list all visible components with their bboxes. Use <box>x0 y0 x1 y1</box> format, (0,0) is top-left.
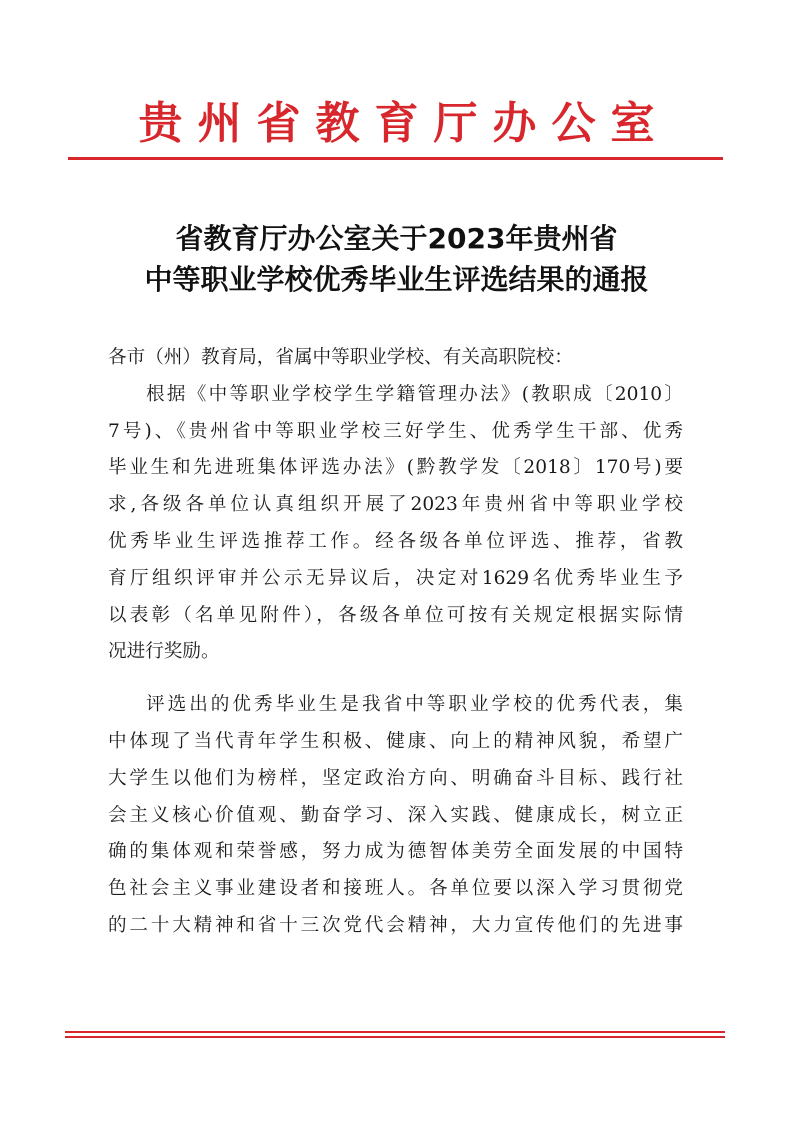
paragraph-2-line: 会主义核心价值观、勤奋学习、深入实践、健康成长，树立正 <box>108 804 683 826</box>
paragraph-1-line: 以表彰（名单见附件），各级各单位可按有关规定根据实际情 <box>108 604 683 626</box>
document-title-line-2: 中等职业学校优秀毕业生评选结果的通报 <box>144 263 649 296</box>
footer-red-rule-top <box>65 1031 725 1033</box>
header-red-rule <box>68 157 723 160</box>
paragraph-2 <box>108 687 683 945</box>
paragraph-1-line: 况进行奖励。 <box>108 641 220 663</box>
issuing-office-header: 贵州省教育厅办公室 <box>138 98 670 149</box>
document-title <box>60 218 733 300</box>
paragraph-2-line: 的二十大精神和省十三次党代会精神，大力宣传他们的先进事 <box>108 914 683 936</box>
paragraph-2-line: 大学生以他们为榜样，坚定政治方向、明确奋斗目标、践行社 <box>108 767 683 789</box>
paragraph-1-line: 求,各级各单位认真组织开展了2023年贵州省中等职业学校 <box>108 494 683 516</box>
paragraph-1-line: 毕业生和先进班集体评选办法》(黔教学发〔2018〕170号)要 <box>108 457 683 479</box>
paragraph-1-line: 7号)、《贵州省中等职业学校三好学生、优秀学生干部、优秀 <box>108 420 683 442</box>
paragraph-2-line: 色社会主义事业建设者和接班人。各单位要以深入学习贯彻党 <box>108 878 683 900</box>
paragraph-1-line: 根据《中等职业学校学生学籍管理办法》(教职成〔2010〕 <box>146 383 683 405</box>
paragraph-1-line: 优秀毕业生评选推荐工作。经各级各单位评选、推荐，省教 <box>108 530 683 552</box>
paragraph-2-line: 确的集体观和荣誉感，努力成为德智体美劳全面发展的中国特 <box>108 841 683 863</box>
paragraph-2-line: 中体现了当代青年学生积极、健康、向上的精神风貌，希望广 <box>108 730 683 752</box>
document-body <box>108 340 683 945</box>
document-title-line-1: 省教育厅办公室关于2023年贵州省 <box>175 222 618 255</box>
paragraph-spacer <box>108 671 683 687</box>
paragraph-1-line: 育厅组织评审并公示无异议后，决定对1629名优秀毕业生予 <box>108 567 683 589</box>
salutation: 各市（州）教育局，省属中等职业学校、有关高职院校： <box>108 347 573 368</box>
footer-red-rule-bottom <box>65 1036 725 1038</box>
paragraph-2-line: 评选出的优秀毕业生是我省中等职业学校的优秀代表，集 <box>146 694 683 716</box>
paragraph-1 <box>108 377 683 671</box>
